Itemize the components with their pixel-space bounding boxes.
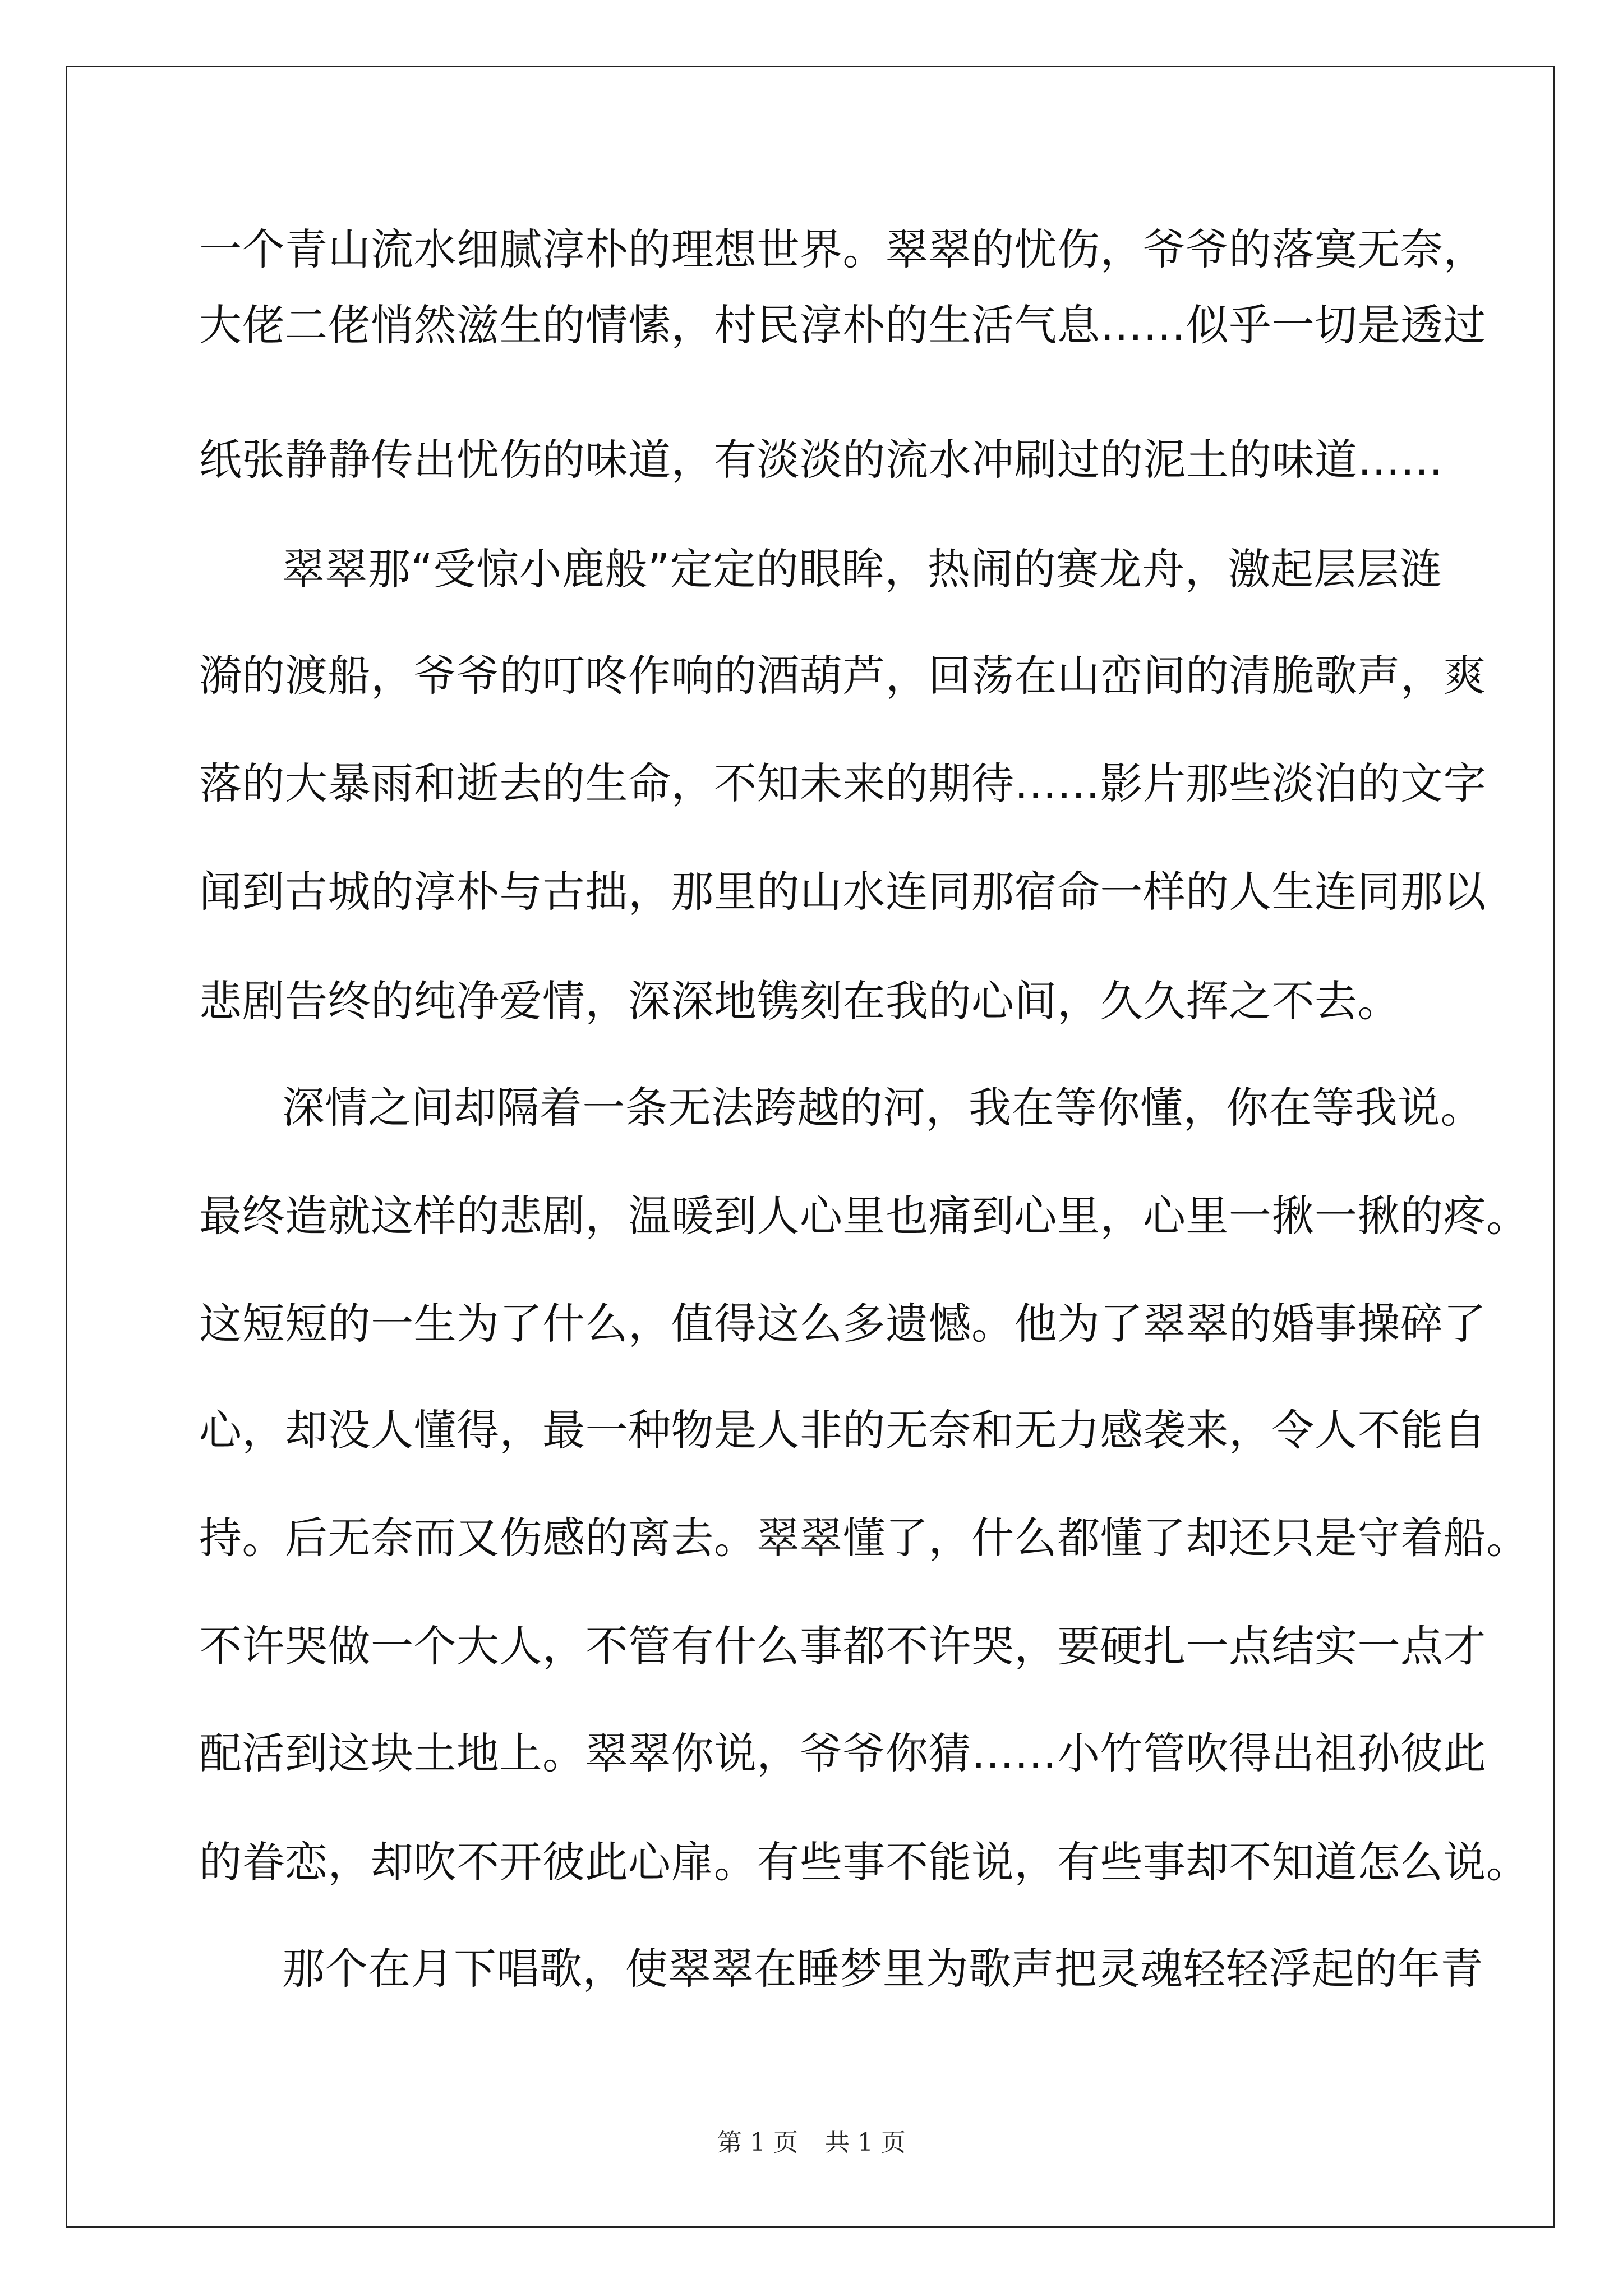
text-line: 持。后无奈而又伤感的离去。翠翠懂了，什么都懂了却还只是守着船。 [199,1513,1529,1563]
text-line: 一个青山流水细腻淳朴的理想世界。翠翠的忧伤，爷爷的落寞无奈， [199,224,1486,274]
text-line: 这短短的一生为了什么，值得这么多遗憾。他为了翠翠的婚事操碎了 [199,1299,1486,1349]
text-line: 不许哭做一个大人，不管有什么事都不许哭，要硬扎一点结实一点才 [199,1621,1486,1671]
text-line: 的眷恋，却吹不开彼此心扉。有些事不能说，有些事却不知道怎么说。 [199,1837,1529,1887]
text-line: 翠翠那“受惊小鹿般”定定的眼眸，热闹的赛龙舟，激起层层涟 [282,544,1442,594]
text-line: 心，却没人懂得，最一种物是人非的无奈和无力感袭来，令人不能自 [199,1405,1486,1455]
text-line: 漪的渡船，爷爷的叮咚作响的酒葫芦，回荡在山峦间的清脆歌声，爽 [199,651,1486,701]
page-footer [0,2126,1623,2160]
page-border [66,66,1555,2228]
text-line: 配活到这块土地上。翠翠你说，爷爷你猜……小竹管吹得出祖孙彼此 [199,1728,1486,1778]
text-line: 落的大暴雨和逝去的生命，不知未来的期待……影片那些淡泊的文字 [199,758,1486,808]
text-line: 纸张静静传出忧伤的味道，有淡淡的流水冲刷过的泥土的味道…… [199,435,1444,485]
page-total: 共 1 页 [825,2128,906,2157]
text-line: 深情之间却隔着一条无法跨越的河，我在等你懂，你在等我说。 [282,1083,1483,1133]
text-line: 大佬二佬悄然滋生的情愫，村民淳朴的生活气息……似乎一切是透过 [199,300,1486,350]
text-line: 悲剧告终的纯净爱情，深深地镌刻在我的心间，久久挥之不去。 [199,976,1400,1026]
text-line: 最终造就这样的悲剧，温暖到人心里也痛到心里，心里一揪一揪的疼。 [199,1191,1529,1241]
text-line: 那个在月下唱歌，使翠翠在睡梦里为歌声把灵魂轻轻浮起的年青 [282,1944,1483,1994]
text-line: 闻到古城的淳朴与古拙，那里的山水连同那宿命一样的人生连同那以 [199,867,1486,917]
page-number: 第 1 页 [717,2128,798,2157]
